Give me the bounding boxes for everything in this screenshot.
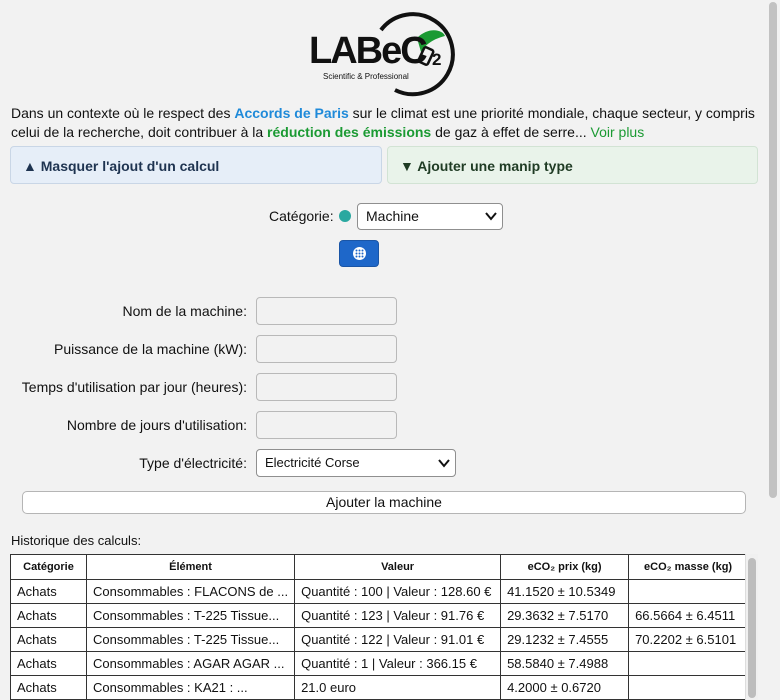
table-cell: 4.2000 ± 0.6720	[501, 676, 629, 700]
logo-subscript: 2	[432, 50, 442, 69]
table-cell: Achats	[11, 676, 87, 700]
table-cell: Quantité : 123 | Valeur : 91.76 €	[295, 604, 501, 628]
table-cell: 29.3632 ± 7.5170	[501, 604, 629, 628]
labeco2-logo	[305, 8, 465, 100]
intro-text-2: sur le climat est une priorité mondiale, chaque secteur, y compris celui de la recherche, doit contribuer à la	[11, 105, 755, 140]
table-cell: 66.5664 ± 6.4511	[629, 604, 748, 628]
history-header-row	[11, 555, 748, 580]
logo-wordmark: LABeC	[309, 30, 426, 72]
table-cell: Consommables : KA21 : ...	[87, 676, 295, 700]
column-header: Catégorie	[11, 555, 87, 580]
page-scrollbar[interactable]	[768, 0, 778, 700]
table-cell: Achats	[11, 628, 87, 652]
emission-reduction-link[interactable]: réduction des émissions	[267, 124, 432, 140]
column-header: Valeur	[295, 555, 501, 580]
machine-power-label: Puissance de la machine (kW):	[54, 341, 247, 357]
table-cell: 70.2202 ± 6.5101	[629, 628, 748, 652]
history-title: Historique des calculs:	[11, 533, 142, 548]
category-dot-icon	[339, 210, 351, 222]
chevron-down-icon	[484, 208, 498, 224]
electricity-type-label: Type d'électricité:	[139, 455, 247, 471]
table-cell: 58.5840 ± 7.4988	[501, 652, 629, 676]
intro-text-3: de gaz à effet de serre...	[431, 124, 591, 140]
category-info-button[interactable]	[339, 240, 379, 267]
intro-paragraph	[11, 104, 771, 142]
intro-text-1: Dans un contexte où le respect des	[11, 105, 235, 121]
daily-usage-input[interactable]	[256, 373, 397, 401]
column-header: Élément	[87, 555, 295, 580]
category-select-value: Machine	[366, 208, 419, 224]
table-row[interactable]	[11, 604, 748, 628]
table-cell: Achats	[11, 652, 87, 676]
category-label: Catégorie:	[269, 208, 334, 224]
table-cell: Quantité : 100 | Valeur : 128.60 €	[295, 580, 501, 604]
category-select[interactable]	[357, 203, 503, 230]
chevron-down-icon	[437, 455, 451, 471]
see-more-link[interactable]: Voir plus	[590, 124, 645, 140]
table-row[interactable]	[11, 628, 748, 652]
column-header: eCO₂ masse (kg)	[629, 555, 748, 580]
machine-power-input[interactable]	[256, 335, 397, 363]
grid-dots-icon	[352, 246, 367, 261]
table-cell: Consommables : T-225 Tissue...	[87, 604, 295, 628]
table-cell: Consommables : AGAR AGAR ...	[87, 652, 295, 676]
table-cell	[629, 676, 748, 700]
table-cell: 21.0 euro	[295, 676, 501, 700]
logo-tagline: Scientific & Professional	[323, 72, 409, 81]
table-cell: Achats	[11, 580, 87, 604]
table-row[interactable]	[11, 652, 748, 676]
daily-usage-label: Temps d'utilisation par jour (heures):	[21, 379, 247, 395]
table-cell: Quantité : 122 | Valeur : 91.01 €	[295, 628, 501, 652]
paris-accords-link[interactable]: Accords de Paris	[234, 105, 349, 121]
table-cell: Achats	[11, 604, 87, 628]
table-cell: Quantité : 1 | Valeur : 366.15 €	[295, 652, 501, 676]
history-table	[10, 554, 748, 700]
usage-days-input[interactable]	[256, 411, 397, 439]
table-cell: Consommables : FLACONS de ...	[87, 580, 295, 604]
electricity-type-value: Electricité Corse	[265, 455, 360, 470]
usage-days-label: Nombre de jours d'utilisation:	[66, 417, 247, 433]
page-scrollbar-thumb[interactable]	[769, 2, 777, 498]
table-cell	[629, 652, 748, 676]
add-manip-toggle[interactable]: ▼ Ajouter une manip type	[387, 146, 758, 184]
table-cell: 29.1232 ± 7.4555	[501, 628, 629, 652]
add-machine-button[interactable]: Ajouter la machine	[22, 491, 746, 514]
machine-name-label: Nom de la machine:	[122, 303, 247, 319]
table-row[interactable]	[11, 580, 748, 604]
table-row[interactable]	[11, 676, 748, 700]
hide-calculation-toggle[interactable]: ▲ Masquer l'ajout d'un calcul	[10, 146, 382, 184]
table-scrollbar-thumb[interactable]	[748, 558, 756, 698]
machine-name-input[interactable]	[256, 297, 397, 325]
column-header: eCO₂ prix (kg)	[501, 555, 629, 580]
table-scrollbar[interactable]	[745, 554, 758, 700]
table-cell: 41.1520 ± 10.5349	[501, 580, 629, 604]
electricity-type-select[interactable]	[256, 449, 456, 477]
table-cell	[629, 580, 748, 604]
table-cell: Consommables : T-225 Tissue...	[87, 628, 295, 652]
